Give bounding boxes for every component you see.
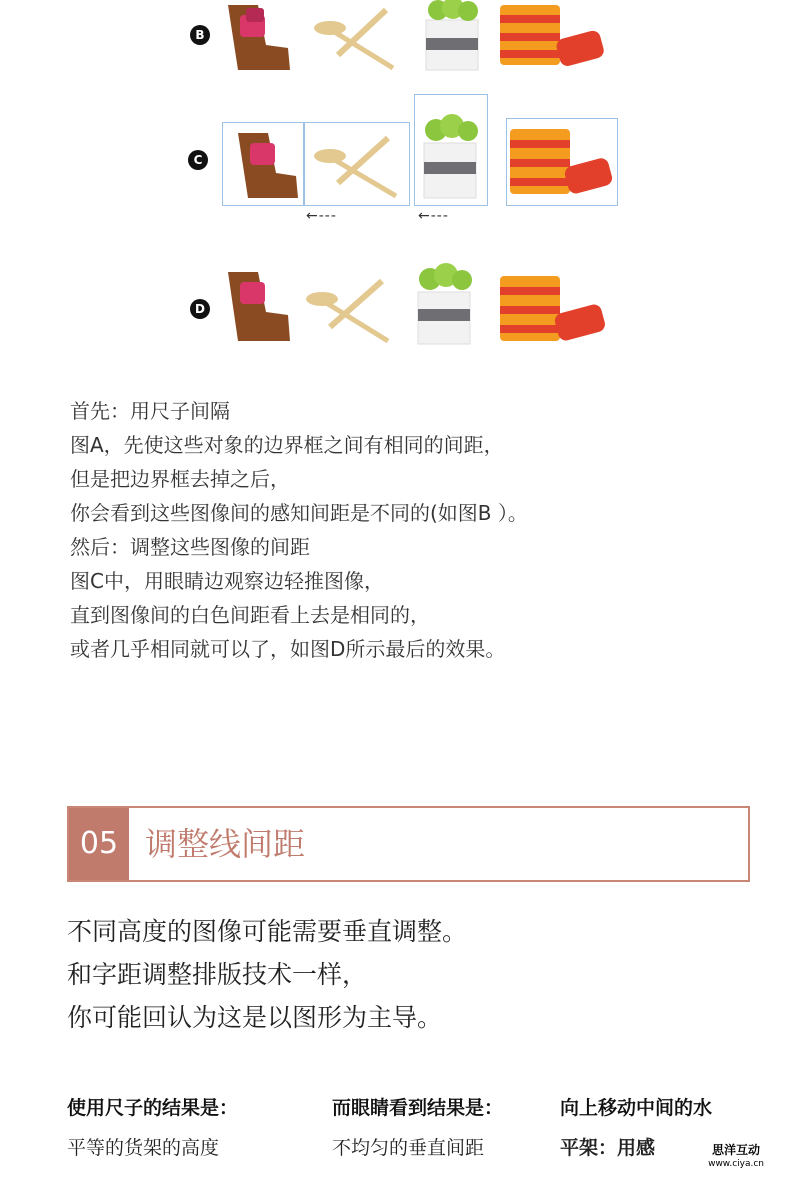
flower-pot-icon [416,98,486,203]
intro-line: 然后：调整这些图像的间距 [70,535,310,559]
pillow-icon [498,271,613,351]
row-label-c: C [188,150,208,170]
column-text-move: 平架：用感 [560,1137,656,1159]
intro-line: 但是把边界框去掉之后， [70,467,290,491]
section-heading [67,806,750,882]
chair-icon [218,0,298,75]
nudge-arrow-left: ←--- [306,208,337,224]
column-heading-eye: 而眼睛看到结果是： [332,1097,504,1119]
body-line: 你可能回认为这是以图形为主导。 [67,1003,443,1032]
figure-row-c [0,90,800,235]
pillow-icon [508,124,618,204]
utensils-icon [308,0,398,75]
row-label-d: D [190,299,210,319]
intro-line: 或者几乎相同就可以了，如图D所示最后的效果。 [70,637,506,661]
nudge-arrow-left: ←--- [418,208,449,224]
section-title: 调整线间距 [145,825,306,863]
figure-row-d [0,245,800,350]
body-paragraph [67,910,467,1039]
watermark-url: www.ciya.cn [708,1159,764,1169]
column-heading-move: 向上移动中间的水 [560,1097,713,1119]
column-text-ruler: 平等的货架的高度 [67,1137,220,1159]
row-label-b: B [190,25,210,45]
flower-pot-icon [410,247,480,347]
intro-line: 直到图像间的白色间距看上去是相同的， [70,603,430,627]
chair-icon [228,128,303,203]
utensils-icon [300,269,395,349]
body-line: 和字距调整排版技术一样， [67,960,368,989]
body-line: 不同高度的图像可能需要垂直调整。 [67,917,468,946]
section-number: 05 [69,808,129,880]
column-text-eye: 不均匀的垂直间距 [332,1137,485,1159]
watermark-brand: 思洋互动 [712,1143,761,1157]
column-heading-ruler: 使用尺子的结果是： [67,1097,239,1119]
watermark-logo [704,1143,768,1171]
chair-icon [218,267,298,347]
intro-line: 图C中，用眼睛边观察边轻推图像， [70,569,384,593]
intro-line: 你会看到这些图像间的感知间距是不同的(如图B ）。 [70,501,528,525]
flower-pot-icon [418,0,488,75]
intro-line: 图A，先使这些对象的边界框之间有相同的间距， [70,433,504,457]
figure-row-b [0,0,800,80]
pillow-icon [498,0,608,75]
utensils-icon [308,128,403,203]
intro-line: 首先：用尺子间隔 [70,399,230,423]
intro-paragraph [70,394,528,666]
